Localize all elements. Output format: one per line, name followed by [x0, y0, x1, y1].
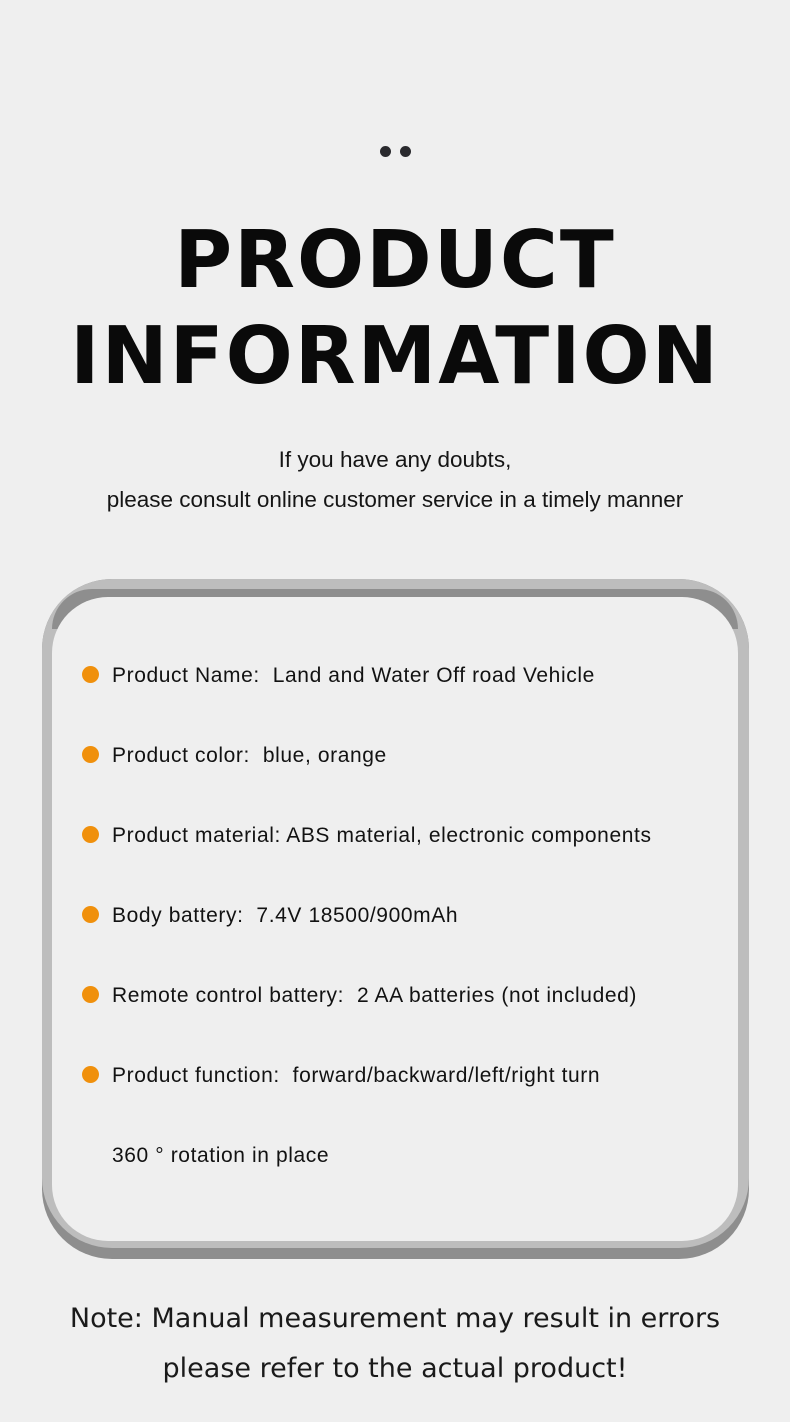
info-label: Product function:	[112, 1064, 280, 1087]
note-line-2: please refer to the actual product!	[162, 1353, 628, 1384]
dot-icon	[400, 146, 411, 157]
info-item-product-name	[82, 664, 595, 688]
subtitle	[0, 440, 790, 520]
info-label: Product color:	[112, 744, 250, 767]
info-value: forward/backward/left/right turn	[292, 1064, 601, 1087]
title-line-1: PRODUCT	[174, 214, 616, 306]
info-item-product-function	[82, 1064, 600, 1088]
info-value: Land and Water Off road Vehicle	[272, 664, 595, 687]
info-label: Body battery:	[112, 904, 244, 927]
title-line-2: INFORMATION	[70, 310, 720, 402]
info-label: Product material:	[112, 824, 281, 847]
info-value: blue, orange	[262, 744, 387, 767]
info-item-body-battery	[82, 904, 458, 928]
bullet-icon	[82, 906, 99, 923]
note-line-1: Note: Manual measurement may result in errors	[69, 1303, 721, 1334]
info-label: Remote control battery:	[112, 984, 345, 1007]
bullet-icon	[82, 986, 99, 1003]
info-item-remote-battery	[82, 984, 637, 1008]
info-item-product-color	[82, 744, 387, 768]
page-title	[0, 212, 790, 404]
subtitle-line-1: If you have any doubts,	[278, 447, 512, 472]
info-value: 2 AA batteries (not included)	[356, 984, 638, 1007]
bullet-icon	[82, 746, 99, 763]
info-label: Product Name:	[112, 664, 260, 687]
bullet-icon	[82, 666, 99, 683]
info-value: 7.4V 18500/900mAh	[256, 904, 459, 927]
two-dots-icon	[380, 146, 411, 157]
bullet-icon	[82, 826, 99, 843]
note	[0, 1294, 790, 1394]
subtitle-line-2: please consult online customer service in a timely manner	[106, 487, 684, 512]
info-item-product-material	[82, 824, 652, 848]
info-item-continuation: 360 ° rotation in place	[112, 1144, 330, 1167]
bullet-icon	[82, 1066, 99, 1083]
info-value: ABS material, electronic components	[286, 824, 652, 847]
dot-icon	[380, 146, 391, 157]
